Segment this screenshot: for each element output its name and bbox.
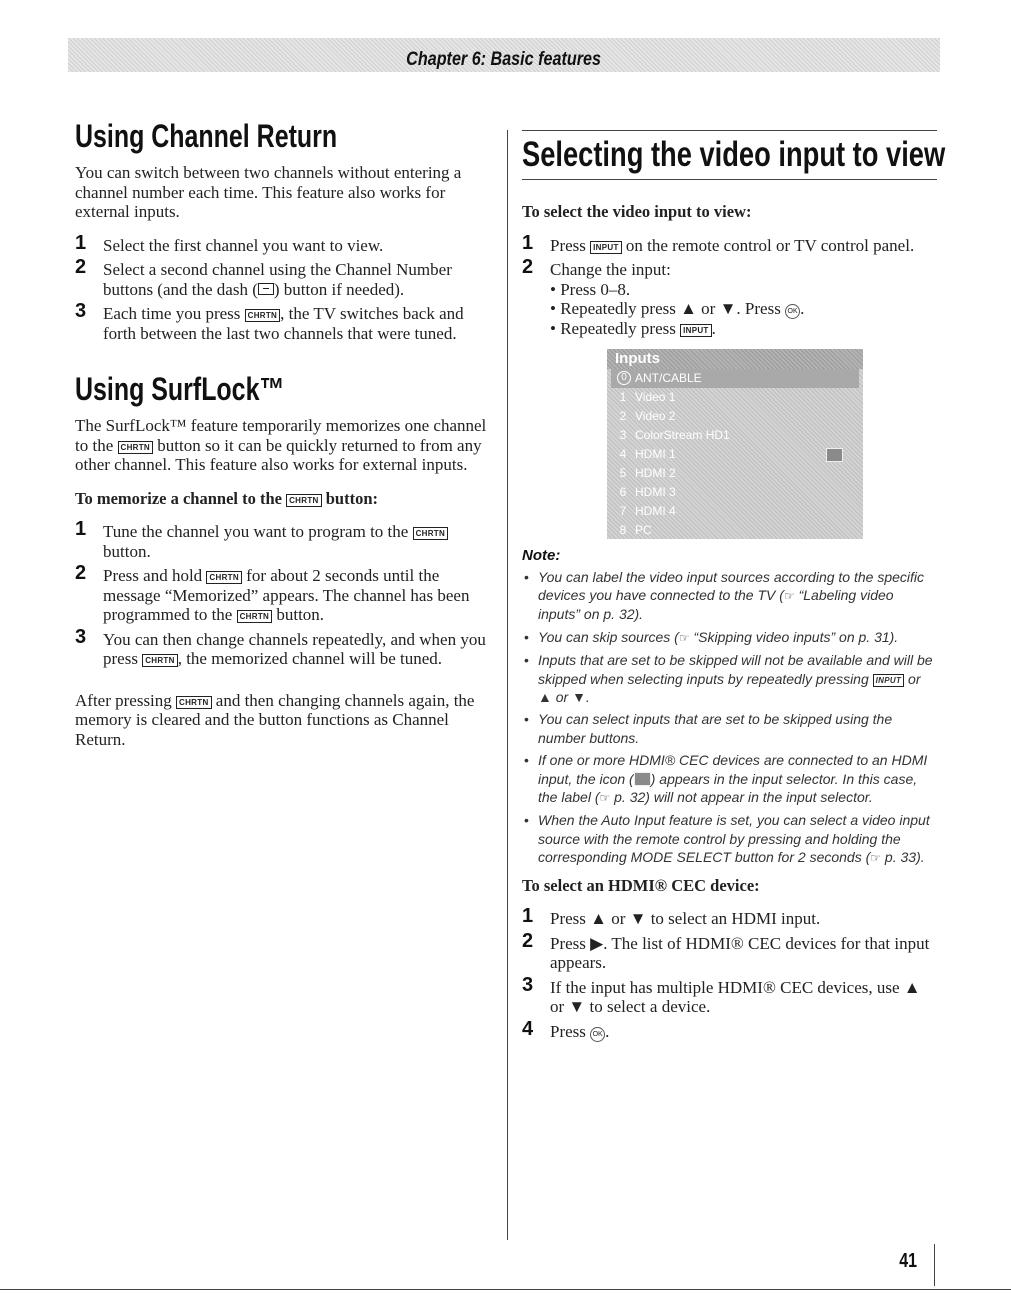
step-number: 1 xyxy=(522,231,534,254)
menu-item-label: HDMI 2 xyxy=(635,465,676,480)
step-item xyxy=(522,973,937,1017)
step-number: 1 xyxy=(522,905,534,928)
inputs-menu-item xyxy=(607,407,863,426)
step-text: Select the first channel you want to view. xyxy=(103,235,384,255)
step-item xyxy=(75,256,487,299)
chrtn-key-icon: CHRTN xyxy=(142,654,178,667)
page-number: 41 xyxy=(899,1250,918,1272)
note-label: Note: xyxy=(522,546,561,564)
menu-item-number: 1 xyxy=(619,389,627,404)
surflock-steps xyxy=(75,518,487,669)
subhead-text: To memorize a channel to the xyxy=(75,488,287,508)
chrtn-key-icon: CHRTN xyxy=(237,610,273,623)
channel-return-steps xyxy=(75,231,487,344)
step-text: Press and hold xyxy=(103,566,207,585)
step-text: Press xyxy=(550,1021,591,1041)
step-item xyxy=(522,231,937,256)
input-key-icon: INPUT xyxy=(590,241,622,254)
input-key-icon: INPUT xyxy=(873,674,905,687)
chrtn-key-icon: CHRTN xyxy=(176,696,212,709)
see-reference-icon: ☞ xyxy=(870,851,882,866)
inputs-menu-title: Inputs xyxy=(607,349,863,369)
channel-return-heading: Using Channel Return xyxy=(75,118,338,154)
video-input-steps xyxy=(522,231,937,339)
step-text: Each time you press xyxy=(103,304,245,323)
hdmi-cec-icon xyxy=(826,448,843,462)
sub-step: • Press 0–8. xyxy=(550,279,631,299)
step-number: 2 xyxy=(522,929,534,952)
menu-item-number: 7 xyxy=(619,503,627,518)
note-text: You can label the video input sources according to the specific devices you have connected to the TV xyxy=(538,568,925,603)
page-number-rule xyxy=(934,1244,935,1286)
note-text: p. 32) will not appear in the input selector. xyxy=(610,788,873,805)
step-item xyxy=(522,256,937,339)
step-text: on the remote control or TV control panel. xyxy=(621,235,915,255)
see-reference-icon: ☞ xyxy=(599,790,611,805)
after-text: and then changing channels again, the memory is cleared and the button functions as Channel Return. xyxy=(75,690,475,749)
cec-steps xyxy=(522,905,937,1042)
step-text: You can then change channels repeatedly, and when you press xyxy=(103,629,486,668)
after-text: After pressing xyxy=(75,690,177,710)
note-text: or ▲ or ▼. xyxy=(538,670,921,705)
step-number: 4 xyxy=(522,1017,534,1040)
step-text: ) button if needed). xyxy=(273,279,405,299)
menu-item-number: 6 xyxy=(619,484,627,499)
menu-item-label: Video 1 xyxy=(635,389,676,404)
note-text: You can select inputs that are set to be skipped using the number buttons. xyxy=(538,711,893,746)
inputs-menu-item xyxy=(607,502,863,521)
inputs-menu-item xyxy=(607,388,863,407)
inputs-menu-item xyxy=(607,426,863,445)
step-item xyxy=(522,905,937,929)
note-item xyxy=(522,710,937,747)
ok-button-icon: OK xyxy=(590,1027,605,1042)
video-input-heading: Selecting the video input to view xyxy=(522,135,946,174)
bottom-rule xyxy=(0,1289,1011,1290)
step-item xyxy=(75,300,487,343)
note-list xyxy=(522,568,937,868)
step-item xyxy=(75,518,487,561)
surflock-after xyxy=(75,691,487,750)
chrtn-key-icon: CHRTN xyxy=(206,571,242,584)
step-item xyxy=(75,231,487,256)
note-text: “Labeling video inputs” on p. 32). xyxy=(538,586,894,623)
step-text: button. xyxy=(103,541,151,561)
cec-subhead: To select an HDMI® CEC device: xyxy=(522,875,760,895)
menu-item-label: HDMI 4 xyxy=(635,503,676,518)
chrtn-key-icon: CHRTN xyxy=(413,527,449,540)
note-text: ) appears in the input selector. In this case, the label ( xyxy=(538,770,918,805)
see-reference-icon: ☞ xyxy=(783,588,795,603)
surflock-intro xyxy=(75,416,487,475)
right-column xyxy=(522,130,946,1052)
note-text: If one or more HDMI® CEC devices are connected to an HDMI input, the icon ( xyxy=(538,752,928,787)
step-item xyxy=(522,1017,937,1042)
menu-item-label: ColorStream HD1 xyxy=(635,427,730,442)
left-column xyxy=(75,118,487,763)
sub-step xyxy=(550,299,937,319)
menu-item-number: 4 xyxy=(619,446,627,461)
intro-text: The SurfLock™ feature temporarily memorizes one channel to the xyxy=(75,416,487,455)
menu-item-label: HDMI 1 xyxy=(635,446,676,461)
note-item xyxy=(522,811,937,867)
sub-step-text: • Repeatedly press ▲ or ▼. Press xyxy=(550,299,786,318)
menu-item-number: 5 xyxy=(619,465,627,480)
inputs-menu-item xyxy=(607,521,863,540)
note-text: p. 33). xyxy=(881,849,925,866)
menu-item-number: 0 xyxy=(617,371,631,385)
step-text: button. xyxy=(272,605,325,624)
menu-item-number: 3 xyxy=(619,427,627,442)
channel-return-intro: You can switch between two channels without entering a channel number each time. This feature also works for external inputs. xyxy=(75,163,462,221)
menu-item-number: 2 xyxy=(619,408,627,423)
menu-item-label: HDMI 3 xyxy=(635,484,676,499)
inputs-menu-screenshot xyxy=(607,349,863,539)
see-reference-icon: ☞ xyxy=(678,630,690,645)
note-text: Inputs that are set to be skipped will not be available and will be skipped when selecting inputs by repeatedly pressing xyxy=(538,652,933,687)
surflock-heading: Using SurfLock™ xyxy=(75,371,285,407)
menu-item-label: ANT/CABLE xyxy=(635,370,702,385)
inputs-menu-item-selected xyxy=(611,369,859,388)
inputs-menu-item xyxy=(607,483,863,502)
inputs-menu-item xyxy=(607,445,863,464)
step-text: Select a second channel using the Channel Number buttons (and the dash ( xyxy=(103,260,452,299)
step-number: 2 xyxy=(75,256,87,278)
step-text: Press xyxy=(550,235,591,255)
step-item xyxy=(75,625,487,669)
step-number: 3 xyxy=(75,300,87,322)
step-item xyxy=(522,929,937,973)
video-input-subhead: To select the video input to view: xyxy=(522,202,752,221)
chrtn-key-icon: CHRTN xyxy=(245,309,281,322)
step-text: , the TV switches back and forth between the last two channels that were tuned. xyxy=(103,304,464,343)
step-number: 1 xyxy=(75,231,87,254)
hdmi-cec-icon xyxy=(634,772,651,786)
note-item xyxy=(522,628,937,647)
sub-step-text: . xyxy=(711,319,716,338)
step-text: Change the input: xyxy=(550,260,671,279)
step-text: , the memorized channel will be tuned. xyxy=(177,649,443,668)
intro-text: button so it can be quickly returned to from any other channel. This feature also works for external inputs. xyxy=(75,435,482,474)
step-number: 2 xyxy=(75,562,87,584)
menu-item-label: PC xyxy=(635,522,652,537)
right-heading-box xyxy=(522,130,946,180)
step-number: 3 xyxy=(522,973,534,996)
step-text: . xyxy=(605,1021,610,1041)
step-text: If the input has multiple HDMI® CEC devices, use ▲ or ▼ to select a device. xyxy=(550,977,921,1017)
input-key-icon: INPUT xyxy=(680,324,712,337)
note-item: • You can label the video input sources according to the specific devices you have connected to the TV (☞ “Labeling video inputs” on p. 32). xyxy=(522,568,937,624)
step-item xyxy=(75,562,487,625)
note-text: When the Auto Input feature is set, you can select a video input source with the remote control by pressing and holding the corresponding MODE SELECT button for 2 seconds ( xyxy=(538,812,930,866)
column-divider xyxy=(507,130,508,1240)
step-number: 2 xyxy=(522,256,534,278)
chapter-banner xyxy=(68,38,940,72)
sub-step xyxy=(550,319,937,339)
step-number: 1 xyxy=(75,518,87,540)
sub-step-text: . xyxy=(800,299,805,318)
surflock-subhead xyxy=(75,489,487,509)
note-text: You can skip sources ( xyxy=(538,628,679,645)
chrtn-key-icon: CHRTN xyxy=(286,494,322,507)
dash-key-icon xyxy=(258,283,274,295)
step-text: Tune the channel you want to program to the xyxy=(103,522,413,541)
subhead-text: button: xyxy=(321,488,378,508)
step-number: 3 xyxy=(75,625,87,648)
note-text: “Skipping video inputs” on p. 31). xyxy=(689,628,899,645)
sub-step-text: • Repeatedly press xyxy=(550,319,681,338)
menu-item-number: 8 xyxy=(619,522,627,537)
note-item xyxy=(522,751,937,807)
ok-button-icon: OK xyxy=(785,304,800,319)
menu-item-label: Video 2 xyxy=(635,408,676,423)
inputs-menu-item xyxy=(607,464,863,483)
step-text: Press ▶. The list of HDMI® CEC devices for that input appears. xyxy=(550,933,930,973)
chapter-title: Chapter 6: Basic features xyxy=(406,49,602,70)
step-text: Press ▲ or ▼ to select an HDMI input. xyxy=(550,909,821,929)
step-text: for about 2 seconds until the message “Memorized” appears. The channel has been programmed to the xyxy=(103,566,470,624)
note-item xyxy=(522,651,937,706)
chrtn-key-icon: CHRTN xyxy=(118,441,154,454)
